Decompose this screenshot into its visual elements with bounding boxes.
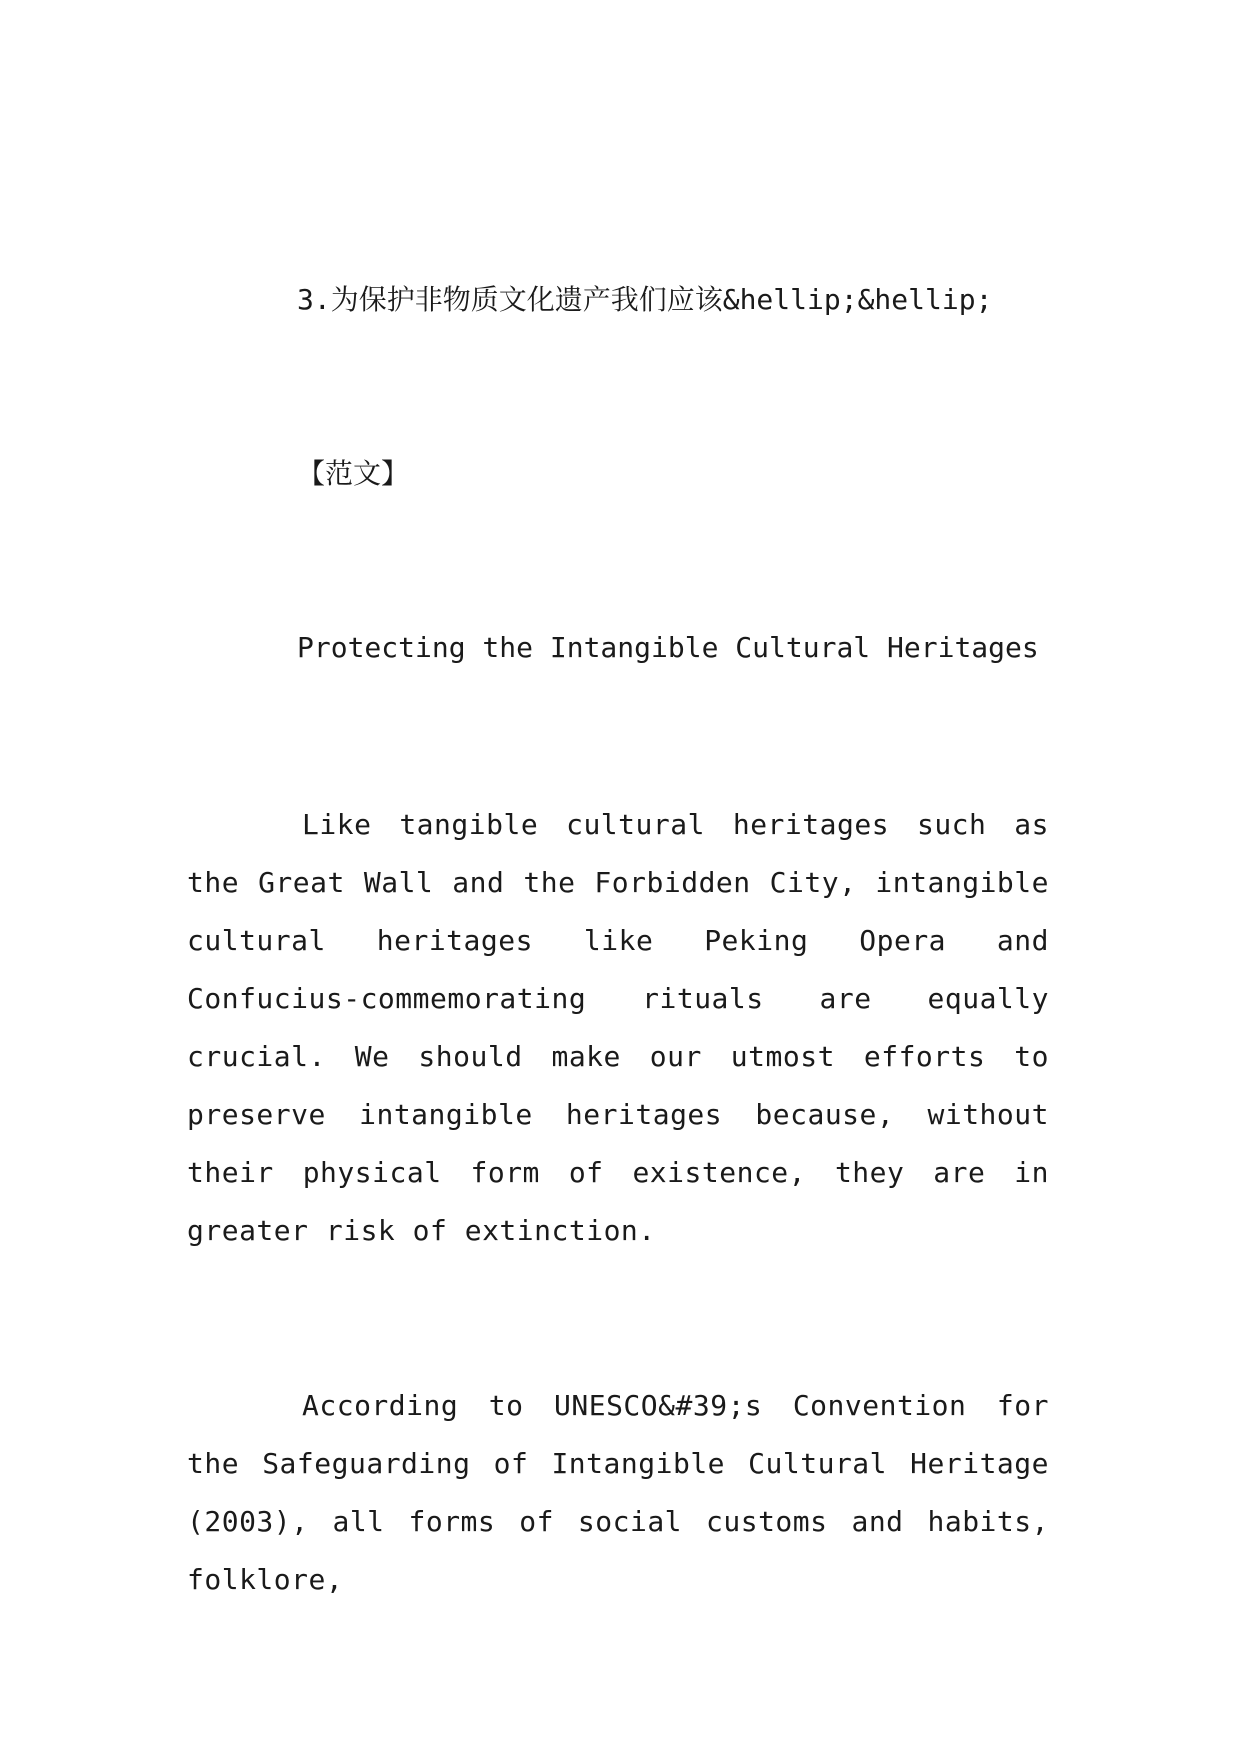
section-label: 【范文】 bbox=[297, 457, 410, 490]
essay-paragraph-1: Like tangible cultural heritages such as the Great Wall and the Forbidden City, intangible cultural heritages like Peking Opera and Confucius-commemorating rituals are equally crucial. We should make our utmost efforts to preserve intangible heritages because, without their physical form of existence, they are in greater risk of extinction. bbox=[187, 808, 1049, 1247]
essay-title: Protecting the Intangible Cultural Heritages bbox=[297, 631, 1039, 664]
question-heading: 3.为保护非物质文化遗产我们应该&hellip;&hellip; bbox=[297, 283, 993, 316]
essay-paragraph-2: According to UNESCO&#39;s Convention for the Safeguarding of Intangible Cultural Heritage (2003), all forms of social customs and habits, folklore, bbox=[187, 1389, 1049, 1596]
